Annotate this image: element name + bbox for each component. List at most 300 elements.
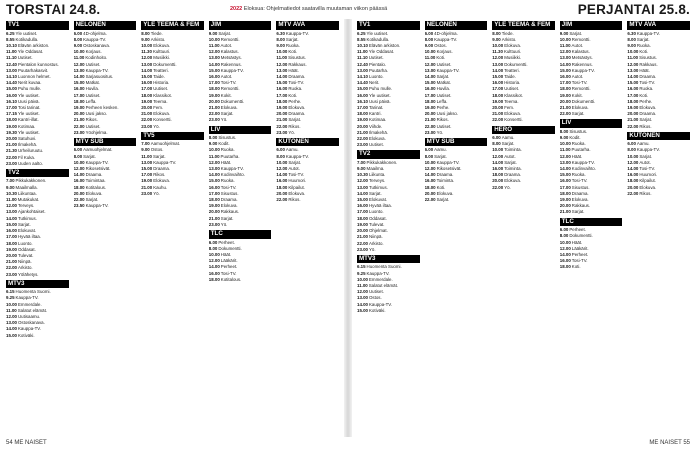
program-time: 11.30 [141, 49, 152, 55]
program-title: Kauppa-TV. [369, 301, 393, 307]
program-title: Matkat. [436, 80, 451, 86]
program-title: Sarjat. [501, 141, 515, 147]
program-time: 21.00 [357, 129, 368, 135]
program-title: Kodit. [569, 135, 581, 141]
program-title: Ruoka. [636, 42, 651, 48]
program-title: Uutiset. [85, 123, 101, 129]
program-time: 23.00 [208, 117, 220, 123]
program-time: 12.00 [357, 289, 368, 295]
program-time: 17.00 [357, 104, 368, 110]
program-time: 12.40 [6, 61, 17, 67]
program-time: 17.15 [6, 111, 17, 117]
program-time: 13.00 [6, 320, 17, 326]
program-title: Oddasat. [369, 215, 387, 221]
program-time: 18.00 [559, 264, 571, 270]
program-time: 13.00 [208, 55, 220, 61]
channel-header: TV1 [357, 21, 420, 30]
program-title: Autot. [571, 73, 584, 79]
program-title: Koti. [288, 92, 298, 98]
program-time: 10.00 [559, 36, 571, 42]
program-title: Yö. [369, 246, 376, 252]
program-time: 6.25 [6, 30, 15, 36]
program-time: 8.00 [276, 36, 285, 42]
program-entry [560, 264, 623, 270]
program-time: 15.00 [6, 86, 17, 92]
program-title: Sisustus. [220, 190, 239, 196]
program-entry [627, 124, 690, 130]
program-time: 20.00 [276, 190, 288, 196]
program-time: 23.00 [6, 271, 17, 277]
program-title: 4D-ohjelma. [434, 30, 458, 36]
program-time: 22.00 [559, 111, 571, 117]
program-time: 14.00 [276, 73, 288, 79]
program-time: 16.10 [6, 98, 17, 104]
program-time: 17.00 [559, 80, 571, 86]
program-time: 10.00 [141, 42, 153, 48]
program-time: 6.30 [627, 30, 636, 36]
program-title: Sarjat. [504, 159, 517, 165]
program-time: 14.10 [6, 73, 17, 79]
program-time: 10.00 [208, 36, 220, 42]
program-time: 7.00 [141, 141, 150, 147]
channel-header: NELONEN [74, 21, 137, 30]
program-title: Ruoka. [288, 86, 303, 92]
program-title: Uutisaamu. [18, 314, 41, 320]
program-title: Remontti. [220, 86, 240, 92]
program-title: Koti. [436, 55, 446, 61]
program-time: 20.00 [73, 190, 85, 196]
program-title: Kauppa-TV. [85, 67, 109, 73]
channel-header: HERO [492, 126, 555, 135]
program-title: Rakennus. [220, 61, 242, 67]
program-time: 23.00 [208, 221, 220, 227]
program-title: Fil Kuka. [18, 154, 36, 160]
program-time: 19.00 [492, 98, 504, 104]
program-time: 20.00 [559, 203, 571, 209]
channel-header: LIV [209, 126, 272, 135]
program-time: 16.00 [627, 86, 639, 92]
program-entry [492, 185, 555, 191]
program-title: Luonto. [369, 209, 384, 215]
program-title: Perheen kesken. [85, 104, 119, 110]
program-time: 19.00 [559, 92, 571, 98]
program-title: Uutiset. [85, 92, 101, 98]
program-time: 19.00 [276, 104, 288, 110]
program-title: Uusi jakso. [436, 111, 459, 117]
program-time: 10.00 [492, 147, 504, 153]
channel-header: TV1 [6, 21, 69, 30]
program-time: 8.00 [73, 36, 83, 42]
program-time: 11.00 [208, 42, 220, 48]
program-title: Oddasat. [18, 246, 36, 252]
program-title: Kalastus. [220, 49, 239, 55]
program-time: 13.00 [492, 61, 504, 67]
program-title: Aamuohjelmat. [83, 147, 113, 153]
program-title: Dokumentti. [153, 61, 177, 67]
program-time: 22.00 [6, 265, 17, 271]
program-time: 20.00 [627, 184, 639, 190]
program-time: 8.00 [492, 141, 501, 147]
program-title: Yle uutiset. [15, 30, 38, 36]
program-title: Terveys. [18, 203, 35, 209]
program-title: Yö. [220, 221, 228, 227]
program-title: Remontti. [571, 36, 591, 42]
program-time: 12.00 [208, 49, 220, 55]
program-title: Liikuntaa. [18, 190, 37, 196]
program-time: 8.00 [559, 128, 569, 134]
program-title: Kulttuuri. [503, 49, 522, 55]
program-title: Elokuva. [288, 104, 306, 110]
program-time: 22.00 [141, 117, 153, 123]
program-time: 10.00 [276, 49, 288, 55]
program-time: 14.00 [424, 73, 436, 79]
program-title: Ohjelmat. [369, 228, 388, 234]
program-time: 9.00 [492, 36, 501, 42]
footer-right: ME NAISET 55 [649, 440, 690, 446]
program-title: Emmerdale. [369, 276, 393, 282]
program-title: Rakkaus. [639, 61, 658, 67]
program-title: Puutarhakasvit. [18, 67, 49, 73]
program-title: Yle uutiset. [18, 129, 40, 135]
program-title: Nerit. [369, 80, 380, 86]
program-time: 13.00 [6, 209, 17, 215]
program-title: Ruoka. [639, 86, 654, 92]
page-gutter [344, 19, 352, 437]
channel-header: TLC [209, 230, 272, 239]
program-title: Perheet. [220, 264, 238, 270]
schedule-column [357, 19, 420, 437]
program-title: Kilpailut. [639, 178, 656, 184]
program-title: Kauppa-TV. [83, 36, 107, 42]
program-time: 23.00 [357, 246, 368, 252]
program-title: Koti. [639, 49, 649, 55]
program-time: 10.00 [559, 141, 571, 147]
program-time: 11.00 [357, 49, 368, 55]
program-time: 10.00 [208, 147, 220, 153]
program-time: 14.00 [492, 67, 504, 73]
program-title: Sarjat. [18, 221, 31, 227]
program-title: Draama. [220, 197, 238, 203]
program-time: 11.00 [6, 197, 17, 203]
program-time: 12.00 [559, 153, 571, 159]
program-title: Tutkimus. [369, 184, 388, 190]
program-title: Metsästys. [220, 55, 242, 61]
program-title: Huvila. [85, 86, 100, 92]
program-title: Puutarha. [571, 147, 591, 153]
schedule-column [209, 19, 272, 437]
program-time: 13.00 [357, 295, 368, 301]
program-time: 18.00 [357, 215, 368, 221]
program-time: 20.00 [492, 178, 504, 184]
program-title: Tiede. [501, 30, 514, 36]
program-title: Arkisto. [369, 240, 384, 246]
program-time: 20.00 [276, 111, 288, 117]
program-title: Hyvää iltaa. [369, 203, 392, 209]
program-time: 9.00 [208, 141, 218, 147]
program-title: Kauppa-TV. [636, 147, 660, 153]
program-time: 10.00 [627, 49, 639, 55]
program-title: Uutiset. [436, 123, 452, 129]
program-time: 9.00 [208, 30, 218, 36]
program-title: Kauppa-TV. [571, 159, 595, 165]
program-time: 9.25 [357, 270, 366, 276]
program-time: 21.00 [141, 184, 153, 190]
channel-header: MTV AVA [276, 21, 339, 30]
program-title: Sisustus. [571, 184, 590, 190]
program-time: 11.00 [141, 153, 152, 159]
program-time: 11.10 [357, 55, 368, 61]
program-time: 23.00 [276, 129, 288, 135]
program-title: Yö. [220, 117, 228, 123]
program-time: 17.00 [276, 92, 288, 98]
program-title: Elävän arkiston. [369, 42, 401, 48]
program-title: Luonto. [369, 73, 384, 79]
program-time: 21.00 [6, 142, 17, 148]
program-time: 6.30 [276, 30, 285, 36]
program-title: Sarjat. [218, 30, 232, 36]
program-title: Yölähetys. [18, 271, 39, 277]
channel-header: JIM [560, 21, 623, 30]
program-time: 16.00 [559, 73, 571, 79]
program-title: Sisustus. [639, 55, 657, 61]
program-time: 6.00 [492, 135, 501, 141]
program-title: Koti. [571, 264, 581, 270]
program-time: 20.00 [627, 111, 639, 117]
program-time: 10.30 [6, 190, 17, 196]
program-time: 15.00 [424, 80, 436, 86]
program-time: 9.00 [141, 147, 150, 153]
channel-header: MTV3 [357, 255, 420, 264]
program-title: Elokuva. [288, 190, 306, 196]
program-title: Yö. [436, 129, 444, 135]
program-time: 16.00 [208, 270, 220, 276]
program-time: 13.00 [276, 67, 288, 73]
program-title: Liikunta. [369, 172, 386, 178]
program-title: Kauppa-TV. [636, 30, 660, 36]
program-title: Emmerdale. [18, 301, 42, 307]
program-entry [209, 277, 272, 283]
program-time: 10.00 [276, 159, 288, 165]
program-entry [276, 130, 339, 136]
program-entry [492, 117, 555, 123]
program-title: Sarjat. [220, 215, 234, 221]
program-time: 19.00 [6, 123, 17, 129]
program-title: Kauppa-TV. [285, 30, 309, 36]
program-time: 13.00 [559, 55, 571, 61]
program-time: 23.00 [424, 129, 436, 135]
program-time: 14.00 [276, 172, 288, 178]
program-title: Tosi tarinat. [18, 104, 41, 110]
program-title: Ostos. [150, 147, 164, 153]
program-time: 20.00 [73, 111, 85, 117]
program-title: Taide. [504, 73, 516, 79]
program-time: 19.00 [357, 117, 368, 123]
program-title: Elokuva. [436, 190, 454, 196]
program-time: 13.00 [357, 67, 368, 73]
program-title: Rikos. [639, 190, 652, 196]
program-time: 16.00 [73, 178, 85, 184]
program-time: 11.00 [208, 153, 220, 159]
program-time: 6.00 [276, 147, 285, 153]
channel-header: KUTONEN [627, 132, 690, 141]
schedule-column [141, 19, 204, 437]
program-time: 14.00 [559, 252, 571, 257]
program-time: 18.00 [276, 98, 288, 104]
program-time: 10.00 [6, 301, 17, 307]
program-entry [627, 191, 690, 197]
program-title: Häät. [571, 153, 583, 159]
program-title: Uutiset. [369, 142, 384, 148]
program-title: Kauppa-TV. [436, 159, 460, 165]
program-time: 22.00 [424, 123, 436, 129]
program-title: Tulevat. [369, 221, 385, 227]
program-title: Urheiluruutu. [18, 148, 44, 154]
program-time: 10.00 [424, 159, 436, 165]
program-time: 8.00 [141, 30, 150, 36]
program-time: 7.00 [357, 159, 366, 165]
program-time: 14.00 [492, 159, 504, 165]
program-time: 21.00 [276, 117, 288, 123]
program-time: 15.00 [141, 73, 153, 79]
program-title: Kotitalous. [85, 184, 107, 190]
program-time: 6.00 [424, 30, 434, 36]
program-title: Pientalon kunnostus. [18, 61, 59, 67]
program-title: Sarjat. [571, 209, 585, 215]
program-title: Kodinvaihto. [571, 166, 596, 172]
program-title: Autot. [220, 73, 233, 79]
program-time: 13.00 [627, 67, 639, 73]
program-time: 10.00 [492, 42, 504, 48]
program-title: Historia. [504, 80, 521, 86]
program-title: Elokuva. [220, 104, 238, 110]
program-title: Perheet. [218, 239, 235, 245]
program-title: Elävän arkiston. [18, 42, 50, 48]
program-time: 18.00 [357, 111, 368, 117]
program-title: Toiminta. [436, 178, 455, 184]
program-title: Draama. [153, 166, 171, 172]
program-title: Kauppa-TV. [436, 67, 460, 73]
program-time: 14.00 [141, 67, 153, 73]
program-time: 18.00 [424, 184, 436, 190]
program-entry [276, 197, 339, 203]
program-time: 12.00 [6, 203, 17, 209]
program-time: 19.30 [6, 129, 17, 135]
program-title: Toiminta. [504, 166, 522, 172]
program-time: 19.00 [208, 92, 220, 98]
program-title: Elokuva. [504, 178, 522, 184]
program-time: 20.00 [208, 98, 220, 104]
program-title: Kauppa-TV. [366, 270, 390, 276]
schedule-column [6, 19, 69, 437]
program-time: 16.00 [141, 80, 153, 86]
program-time: 11.00 [627, 55, 639, 61]
program-time: 20.00 [559, 98, 571, 104]
program-title: Kauppa-TV. [85, 203, 109, 209]
program-time: 15.00 [492, 73, 504, 79]
program-title: Draama. [288, 111, 306, 117]
program-title: Ruoka. [285, 42, 300, 48]
program-title: Elokuva. [504, 111, 522, 117]
program-title: Elokuva. [571, 104, 589, 110]
program-title: Elokuva. [153, 111, 171, 117]
right-page-listings [357, 19, 690, 437]
program-title: Elokuvat. [18, 228, 37, 234]
program-title: Dokumentti. [218, 245, 242, 251]
program-time: 15.00 [141, 166, 153, 172]
program-time: 10.10 [6, 42, 17, 48]
program-title: Viihde. [369, 123, 383, 129]
program-title: Ostos. [369, 295, 382, 301]
program-time: 10.00 [627, 153, 639, 159]
program-time: 9.00 [141, 36, 150, 42]
program-time: 11.00 [6, 49, 17, 55]
program-time: 20.00 [424, 190, 436, 196]
program-title: Huvila. [436, 86, 451, 92]
program-time: 23.00 [357, 142, 368, 148]
program-time: 12.00 [276, 61, 288, 67]
program-title: Kauppa-TV. [571, 67, 595, 73]
program-time: 13.00 [141, 61, 153, 67]
program-title: Uutiset. [436, 61, 452, 67]
program-time: 15.00 [559, 67, 571, 73]
program-title: Lääkärit. [571, 245, 589, 251]
program-title: Ruoka. [220, 178, 235, 184]
program-time: 12.00 [208, 258, 220, 264]
program-title: Rakkaus. [571, 203, 591, 209]
program-title: Tiede. [150, 30, 163, 36]
program-title: Puhu mulle. [18, 86, 42, 92]
program-time: 14.00 [357, 301, 368, 307]
program-time: 11.00 [559, 42, 571, 48]
program-title: Pikkukakkonen. [15, 178, 47, 184]
channel-header: MTV3 [6, 280, 69, 289]
program-title: Kulttuuri. [152, 49, 171, 55]
program-time: 23.00 [73, 129, 85, 135]
program-title: Rikos. [153, 172, 166, 178]
program-title: Rikos. [639, 123, 652, 129]
program-time: 22.00 [276, 123, 288, 129]
program-title: Elokuva. [220, 203, 238, 209]
program-title: Tutkimus. [18, 215, 37, 221]
program-entry [209, 222, 272, 228]
program-title: Sarjat. [639, 117, 653, 123]
program-time: 22.00 [357, 135, 368, 141]
schedule-column [627, 19, 690, 437]
program-title: Kauppa-TV. [434, 36, 458, 42]
program-title: Dokumentti. [569, 233, 593, 239]
program-time: 17.00 [73, 92, 85, 98]
program-time: 16.10 [357, 98, 368, 104]
program-title: Klassikot. [153, 92, 172, 98]
program-time: 7.00 [6, 178, 15, 184]
channel-header: MTV SUB [425, 138, 488, 147]
program-time: 16.00 [6, 92, 17, 98]
program-title: Perhe. [639, 98, 653, 104]
program-title: Arkisto. [18, 265, 33, 271]
program-title: Klassikot. [504, 92, 523, 98]
program-title: Ruoka. [571, 141, 586, 147]
program-title: Ruoka. [220, 147, 235, 153]
program-title: Rakkaus. [220, 209, 240, 215]
program-title: Draama. [504, 172, 522, 178]
program-time: 16.00 [492, 166, 504, 172]
program-title: Tosi-TV. [220, 184, 237, 190]
program-title: Perhe. [436, 104, 450, 110]
channel-header: MTV SUB [74, 138, 137, 147]
program-title: Teatteri. [153, 67, 169, 73]
program-time: 22.00 [208, 111, 220, 117]
program-title: Sarjat. [369, 190, 382, 196]
